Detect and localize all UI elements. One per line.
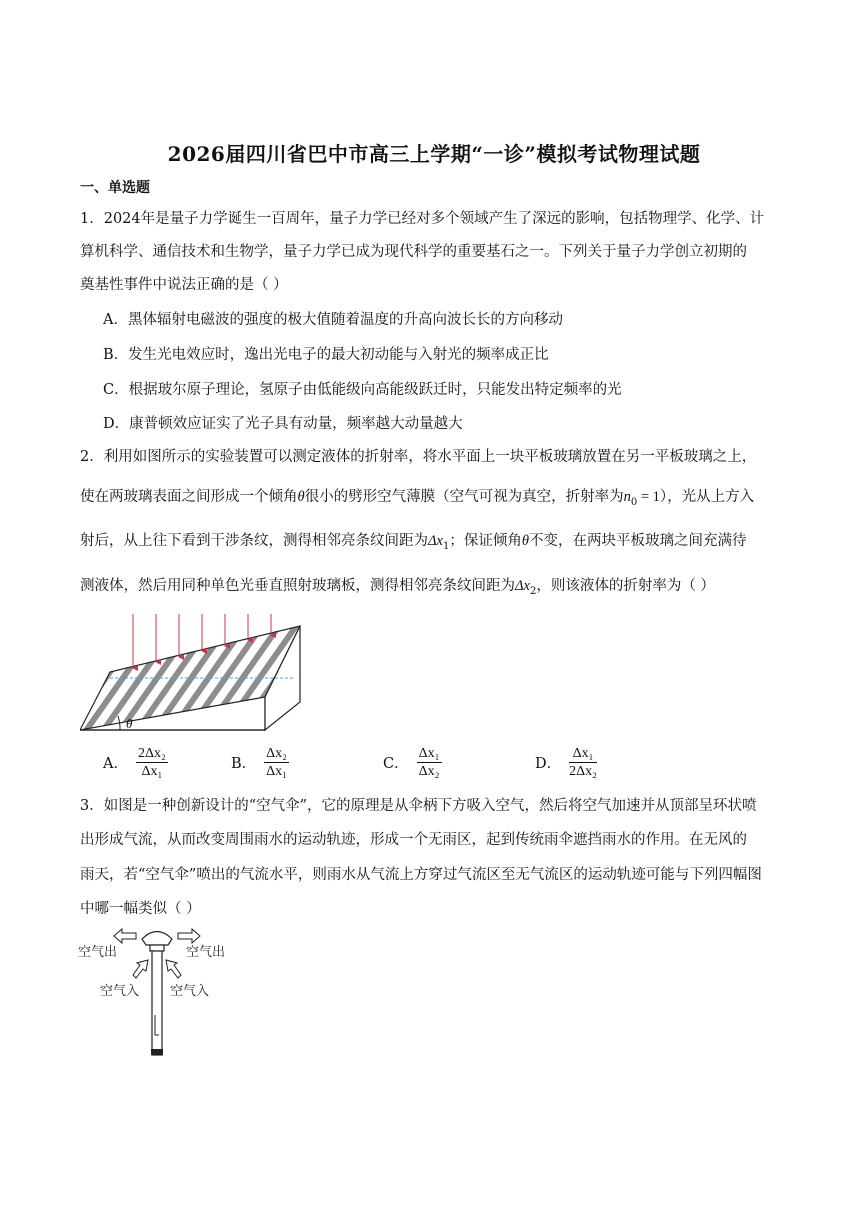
q2-text: 很小的劈形空气薄膜（空气可视为真空，折射率为 <box>304 489 624 505</box>
fraction-numerator: 2Δx₂ <box>137 746 166 761</box>
fraction-denominator: 2Δx₂ <box>569 764 598 779</box>
n0-symbol: n <box>623 489 631 505</box>
air-out-right-label: 空气出 <box>186 945 226 960</box>
answer-label: A． <box>103 756 128 772</box>
air-in-left-label: 空气入 <box>100 984 140 999</box>
q2-text: 不变，在两块平板玻璃之间充满待 <box>528 533 747 549</box>
fraction-numerator: Δx₁ <box>418 746 440 761</box>
q1-option-c: C．根据玻尔原子理论，氢原子由低能级向高能级跃迁时，只能发出特定频率的光 <box>103 382 622 398</box>
n0-subscript: 0 <box>630 496 638 508</box>
answer-fraction <box>136 745 168 780</box>
q1-line-1: 1．2024年是量子力学诞生一百周年，量子力学已经对多个领域产生了深远的影响，包括物理学、化学、计 <box>80 211 765 227</box>
q2-text: 使在两玻璃表面之间形成一个倾角 <box>80 489 298 505</box>
q1-line-2: 算机科学、通信技术和生物学，量子力学已成为现代科学的重要基石之一。下列关于量子力学创立初期的 <box>80 244 747 260</box>
n0-value: = 1） <box>637 489 668 505</box>
fraction-denominator: Δx₁ <box>141 764 163 779</box>
dx1-subscript: 1 <box>442 540 450 552</box>
q2-line-4 <box>80 574 792 597</box>
q2-line-2 <box>80 485 792 508</box>
q1-option-b: B．发生光电效应时，逸出光电子的最大初动能与入射光的频率成正比 <box>103 347 549 363</box>
answer-fraction <box>417 745 442 780</box>
q1-option-a: A．黑体辐射电磁波的强度的极大值随着温度的升高向波长长的方向移动 <box>103 312 563 328</box>
q2-answer-a <box>103 745 168 780</box>
q2-text: ，光从上方入 <box>667 489 755 505</box>
wedge-figure <box>80 612 310 737</box>
umbrella-head <box>142 932 172 946</box>
answer-label: B． <box>231 756 257 772</box>
q2-text: 射后，从上往下看到干涉条纹，测得相邻亮条纹间距为 <box>80 533 428 549</box>
answer-fraction <box>264 745 289 780</box>
q2-text: ，则该液体的折射率为（ ） <box>536 578 715 594</box>
dx2-subscript: 2 <box>529 585 537 597</box>
fraction-numerator: Δx₁ <box>569 745 597 763</box>
q1-option-d: D．康普顿效应证实了光子具有动量，频率越大动量越大 <box>103 416 463 432</box>
section-heading: 一、单选题 <box>80 180 150 196</box>
q3-line-3: 雨天，若“空气伞”喷出的气流水平，则雨水从气流上方穿过气流区至无气流区的运动轨迹可能与下列四幅图 <box>80 867 762 883</box>
page-title: 2026届四川省巴中市高三上学期“一诊”模拟考试物理试题 <box>167 142 701 166</box>
air-umbrella-figure <box>78 925 238 1060</box>
q3-line-1: 3．如图是一种创新设计的“空气伞”，它的原理是从伞柄下方吸入空气，然后将空气加速并从顶部呈环状喷 <box>80 798 757 814</box>
answer-fraction <box>569 745 597 780</box>
theta-label: θ <box>126 716 133 731</box>
q2-text: ；保证倾角 <box>449 533 522 549</box>
dx2-symbol: Δx <box>515 578 530 594</box>
answer-label: D． <box>535 756 562 772</box>
theta-symbol: θ <box>297 489 305 505</box>
q2-line-1: 2．利用如图所示的实验装置可以测定液体的折射率，将水平面上一块平板玻璃放置在另一平板玻璃之上， <box>80 449 757 465</box>
q3-line-2: 出形成气流，从而改变周围雨水的运动轨迹，形成一个无雨区，起到传统雨伞遮挡雨水的作用。在无风的 <box>80 832 747 848</box>
dx1-symbol: Δx <box>428 533 443 549</box>
q2-line-3 <box>80 529 792 552</box>
q2-answer-d <box>535 745 597 780</box>
q2-answer-b <box>231 745 289 780</box>
q1-line-3: 奠基性事件中说法正确的是（ ） <box>80 277 288 293</box>
fraction-numerator: Δx₂ <box>266 746 288 761</box>
q2-answer-c <box>383 745 442 780</box>
q3-line-4: 中哪一幅类似（ ） <box>80 901 201 917</box>
q2-text: 测液体，然后用同种单色光垂直照射玻璃板，测得相邻亮条纹间距为 <box>80 578 515 594</box>
fraction-denominator: Δx₂ <box>418 764 440 779</box>
umbrella-handle <box>152 951 162 1055</box>
air-out-left-label: 空气出 <box>78 945 118 960</box>
answer-label: C． <box>383 756 409 772</box>
fraction-denominator: Δx₁ <box>266 764 288 779</box>
air-in-right-label: 空气入 <box>170 984 210 999</box>
theta-symbol: θ <box>521 533 529 549</box>
